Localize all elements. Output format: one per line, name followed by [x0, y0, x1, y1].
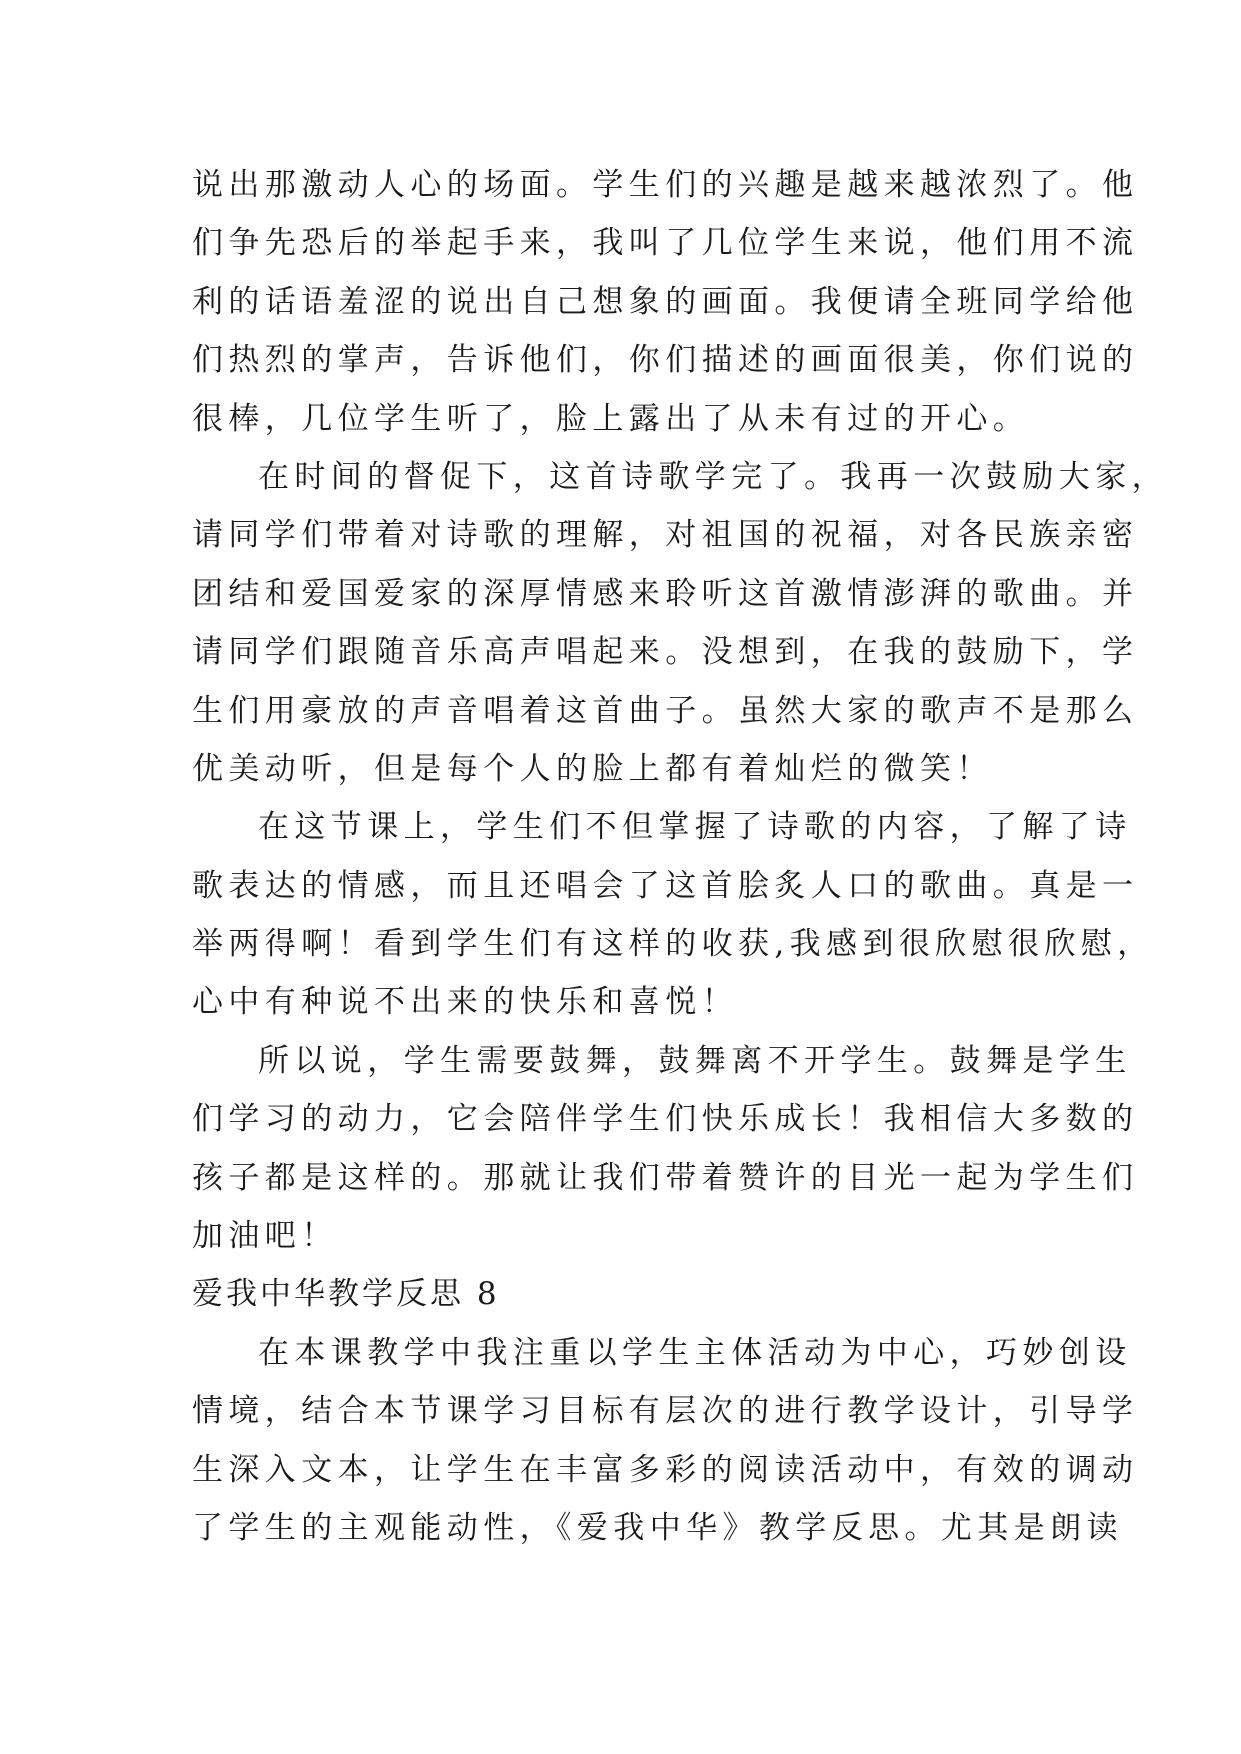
text-line: 说出那激动人心的场面。学生们的兴趣是越来越浓烈了。他 — [192, 167, 1139, 203]
text-line: 歌表达的情感，而且还唱会了这首脍炙人口的歌曲。真是一 — [192, 867, 1139, 904]
text-line: 了学生的主观能动性，《爱我中华》教学反思。尤其是朗读 — [192, 1509, 1123, 1546]
text-line: 团结和爱国爱家的深厚情感来聆听这首激情澎湃的歌曲。并 — [192, 575, 1139, 612]
text-line: 请同学们带着对诗歌的理解，对祖国的祝福，对各民族亲密 — [192, 517, 1139, 554]
text-line: 举两得啊！看到学生们有这样的收获,我感到很欣慰很欣慰， — [192, 926, 1154, 963]
text-line: 优美动听，但是每个人的脸上都有着灿烂的微笑！ — [192, 750, 993, 787]
text-line: 很棒，几位学生听了，脸上露出了从未有过的开心。 — [192, 400, 1030, 437]
document-body — [192, 156, 1168, 1557]
text-line: 情境，结合本节课学习目标有层次的进行教学设计，引导学 — [192, 1393, 1139, 1430]
paragraph-start-line: 在时间的督促下，这首诗歌学完了。我再一次鼓励大家， — [258, 458, 1168, 495]
text-line: 孩子都是这样的。那就让我们带着赞许的目光一起为学生们 — [192, 1159, 1139, 1196]
text-line: 请同学们跟随音乐高声唱起来。没想到，在我的鼓励下，学 — [192, 634, 1139, 671]
section-heading: 爱我中华教学反思 8 — [192, 1276, 500, 1313]
text-line: 们争先恐后的举起手来，我叫了几位学生来说，他们用不流 — [192, 225, 1139, 262]
text-line: 加油吧！ — [192, 1218, 338, 1255]
text-line: 心中有种说不出来的快乐和喜悦！ — [192, 984, 738, 1021]
paragraph-start-line: 在本课教学中我注重以学生主体活动为中心，巧妙创设 — [258, 1334, 1132, 1371]
paragraph-start-line: 所以说，学生需要鼓舞，鼓舞离不开学生。鼓舞是学生 — [258, 1042, 1132, 1079]
text-line: 生们用豪放的声音唱着这首曲子。虽然大家的歌声不是那么 — [192, 692, 1139, 729]
text-line: 们学习的动力，它会陪伴学生们快乐成长！我相信大多数的 — [192, 1101, 1139, 1138]
text-line: 利的话语羞涩的说出自己想象的画面。我便请全班同学给他 — [192, 283, 1139, 320]
paragraph-start-line: 在这节课上，学生们不但掌握了诗歌的内容，了解了诗 — [258, 809, 1132, 846]
text-line: 生深入文本，让学生在丰富多彩的阅读活动中，有效的调动 — [192, 1451, 1139, 1488]
text-line: 们热烈的掌声，告诉他们，你们描述的画面很美，你们说的 — [192, 342, 1139, 379]
